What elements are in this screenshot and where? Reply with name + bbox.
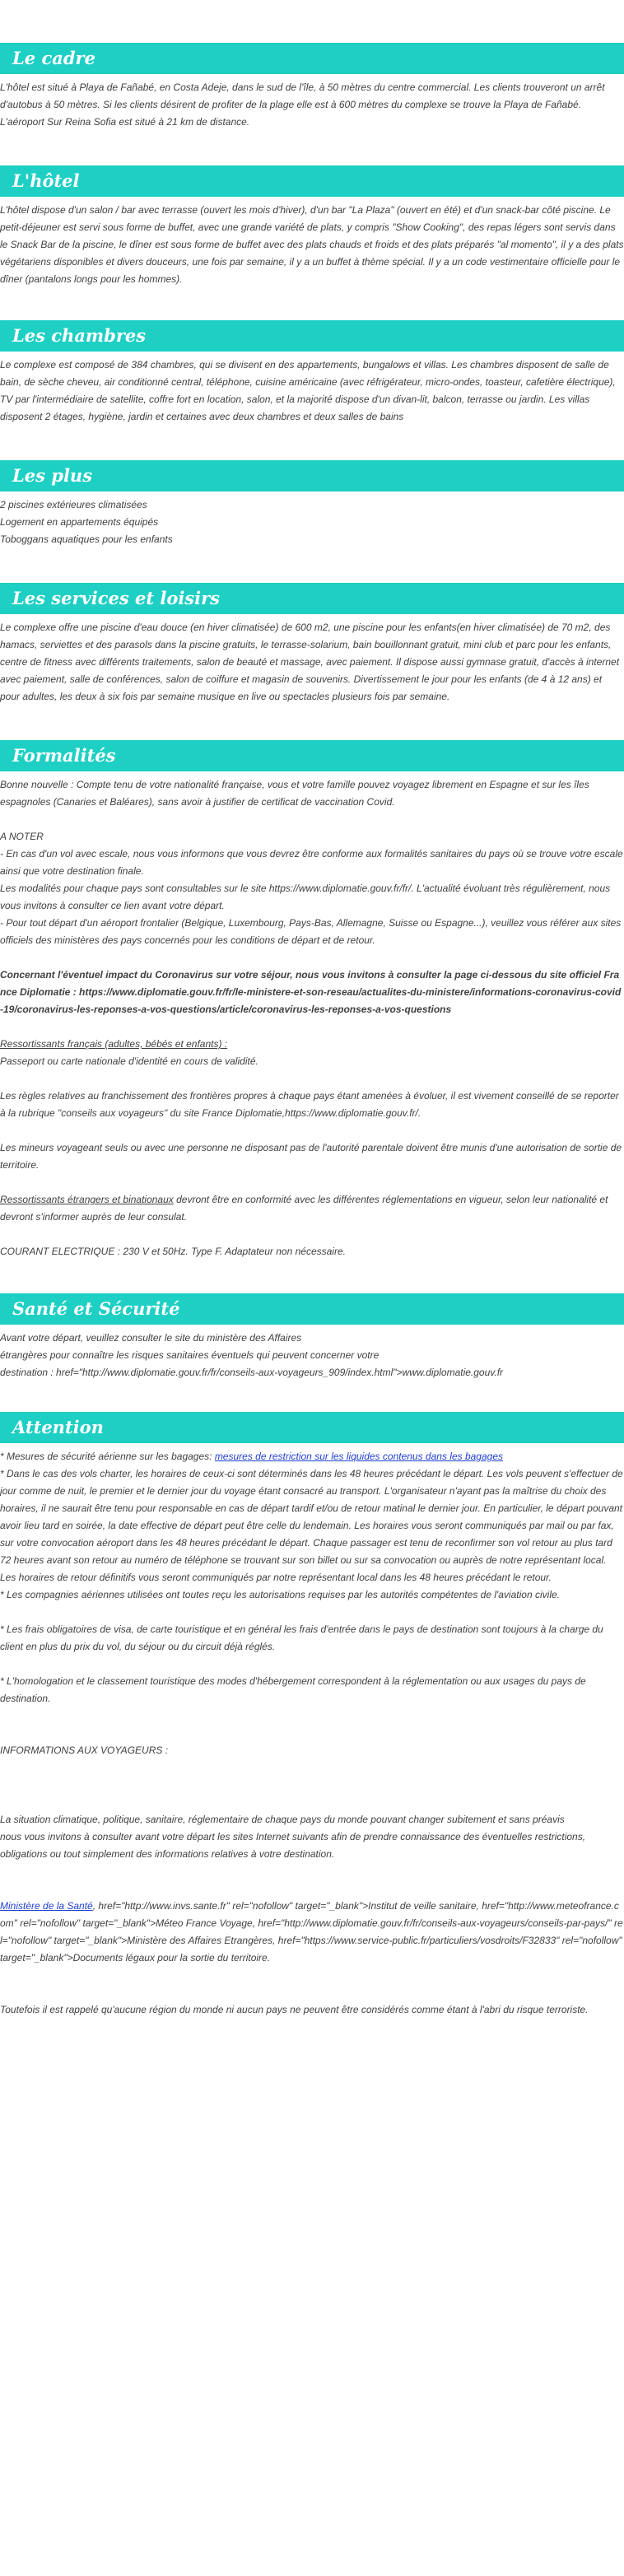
useful-links-text: , href="http://www.invs.sante.fr" rel="nofollow" target="_blank">Institut de veille sanitaire, href="http://www.meteofrance.com" rel="nofollow" target="_blank">Méteo France Voyage, href="http://www.diplomatie.gouv.fr/fr/conseils-aux-voyageurs/conseils-par-pays/" rel="nofollow" target="_blank">Ministère des Affaires Etrangères, href="https://www.service-public.fr/particuliers/vosdroits/F32833" rel="nofollow" target="_blank">Documents légaux pour la sortie du territoire.	[0, 1900, 623, 1963]
section-title-cadre: Le cadre	[0, 43, 624, 74]
section-cadre	[0, 43, 624, 131]
airline-authorization-notice: * Les compagnies aériennes utilisées ont toutes reçu les autorisations requises par les autorités compétentes de l'aviation civile.	[0, 1589, 560, 1600]
section-title-formalites: Formalités	[0, 740, 624, 771]
plus-list	[0, 491, 624, 548]
section-sante	[0, 1293, 624, 1381]
note-line: Les modalités pour chaque pays sont consultables sur le site https://www.diplomatie.gouv.fr/fr/. L'actualité évoluant très régulièrement, nous vous invitons à consulter ce lien avant votre départ.	[0, 883, 611, 911]
sante-text	[0, 1325, 624, 1381]
section-title-hotel: L'hôtel	[0, 165, 624, 197]
sante-line: étrangères pour connaître les risques sanitaires éventuels qui peuvent concerner votre	[0, 1349, 380, 1361]
section-services	[0, 583, 624, 706]
liquids-restriction-link[interactable]: mesures de restriction sur les liquides contenus dans les bagages	[214, 1451, 504, 1462]
formalites-text	[0, 771, 624, 1260]
services-text	[0, 614, 624, 706]
plus-item: 2 piscines extérieures climatisées	[0, 499, 147, 510]
section-title-sante: Santé et Sécurité	[0, 1293, 624, 1325]
section-plus	[0, 460, 624, 548]
chambres-text	[0, 352, 624, 426]
note-title: A NOTER	[0, 831, 44, 842]
cadre-text	[0, 74, 624, 131]
border-rules: Les règles relatives au franchissement des frontières propres à chaque pays étant amenées à évoluer, il est vivement conseillé de se reporter à la rubrique "conseils aux voyageurs" du site France Diplomatie,https://www.diplomatie.gouv.fr/.	[0, 1090, 619, 1119]
plus-item: Logement en appartements équipés	[0, 516, 159, 528]
terrorism-notice: Toutefois il est rappelé qu'aucune région du monde ni aucun pays ne peuvent être considérés comme étant à l'abri du risque terroriste.	[0, 2004, 589, 2015]
covid-notice: Concernant l'éventuel impact du Coronavirus sur votre séjour, nous vous invitons à consulter la page ci-dessous du site officiel France Diplomatie : https://www.diplomatie.gouv.fr/fr/le-ministere-et-son-reseau/actualites-du-ministere/informations-coronavirus-covid-19/coronavirus-les-reponses-a-vos-questions/article/coronavirus-les-reponses-a-vos-questions	[0, 969, 622, 1015]
climate-line: nous vous invitons à consulter avant votre départ les sites Internet suivants afin de prendre connaissance des éventuelles restrictions, obligations ou tout simplement des informations relatives à votre destination.	[0, 1831, 586, 1860]
flight-schedule-notice: * Dans le cas des vols charter, les horaires de ceux-ci sont déterminés dans les 48 heures précédant le départ. Les vols peuvent s'effectuer de jour comme de nuit, le premier et le dernier jour du voyage étant consacré au transport. L'organisateur n'ayant pas la maîtrise du choix des horaires, il ne saurait être tenu pour responsable en cas de départ tardif et/ou de retour matinal le dernier jour. En particulier, le départ pouvant avoir lieu tard en soirée, la date effective de départ peut être celle du lendemain. Les horaires vous seront communiqués par mail ou par fax, sur votre convocation aéroport dans les 48 heures précédant le départ. Chaque passager est tenu de reconfirmer son vol retour au plus tard 72 heures avant son retour au numéro de téléphone se trouvant sur son billet ou sur sa convocation ou auprès de notre représentant local. Les horaires de retour définitifs vous seront communiqués par notre représentant local dans les 48 heures précédant le retour.	[0, 1468, 623, 1583]
minors-notice: Les mineurs voyageant seuls ou avec une personne ne disposant pas de l'autorité parentale doivent être munis d'une autorisation de sortie de territoire.	[0, 1142, 622, 1171]
sante-line: destination : href="http://www.diplomatie.gouv.fr/fr/conseils-aux-voyageurs_909/index.html">www.diplomatie.gouv.fr	[0, 1367, 504, 1378]
electric-current: COURANT ELECTRIQUE : 230 V et 50Hz. Type F. Adaptateur non nécessaire.	[0, 1246, 346, 1257]
section-hotel	[0, 165, 624, 288]
sante-line: Avant votre départ, veuillez consulter le site du ministère des Affaires	[0, 1332, 302, 1344]
attention-text	[0, 1443, 624, 2019]
section-title-chambres: Les chambres	[0, 320, 624, 352]
plus-item: Toboggans aquatiques pour les enfants	[0, 533, 173, 545]
french-nationals-title: Ressortissants français (adultes, bébés et enfants) :	[0, 1038, 228, 1050]
mandatory-fees-notice: * Les frais obligatoires de visa, de carte touristique et en général les frais d'entrée dans le pays de destination sont toujours à la charge du client en plus du prix du vol, du séjour ou du circuit déjà réglés.	[0, 1623, 603, 1652]
section-attention	[0, 1412, 624, 2019]
section-title-attention: Attention	[0, 1412, 624, 1443]
security-measures	[0, 1448, 624, 1465]
hotel-paragraph: L'hôtel dispose d'un salon / bar avec terrasse (ouvert les mois d'hiver), d'un bar "La Plaza" (ouvert en été) et d'un snack-bar côté piscine. Le petit-déjeuner est servi sous forme de buffet, avec une grande variété de plats, y compris "Show Cooking", des repas légers sont servis dans le Snack Bar de la piscine, le dîner est sous forme de buffet avec des plats chauds et froids et des plats préparés "al momento", il y a des plats végétariens disponibles et divers douceurs, une fois par semaine, il y a un buffet à thème spécial. Il y a un code vestimentaire officielle pour le dîner (pantalons longs pour les hommes).	[0, 204, 624, 285]
foreign-nationals	[0, 1191, 624, 1226]
hotel-text	[0, 197, 624, 288]
traveler-info-title: INFORMATIONS AUX VOYAGEURS :	[0, 1745, 169, 1756]
note-line: - En cas d'un vol avec escale, nous vous informons que vous devrez être conforme aux formalités sanitaires du pays où se trouve votre escale ainsi que votre destination finale.	[0, 848, 623, 877]
section-chambres	[0, 320, 624, 426]
services-paragraph: Le complexe offre une piscine d'eau douce (en hiver climatisée) de 600 m2, une piscine pour les enfants(en hiver climatisée) de 70 m2, des hamacs, serviettes et des parasols dans la piscine gratuits, le terrasse-solarium, bain bouillonnant gratuit, mini club et parc pour les enfants, centre de fitness avec différents traitements, salon de beauté et massage, avec paiement. Il dispose aussi gymnase gratuit, d'accès à internet avec paiement, salle de conférences, salon de coiffure et magasin de souvenirs. Divertissement le jour pour les enfants (de 4 à 12 ans) et pour adultes, les deux à six fois par semaine musique en live ou spectacles plusieurs fois par semaine.	[0, 622, 620, 702]
foreign-nationals-text: devront être en conformité avec les différentes réglementations en vigueur, selon leur nationalité et devront s'informer auprès de leur consulat.	[0, 1194, 608, 1223]
climate-line: La situation climatique, politique, sanitaire, réglementaire de chaque pays du monde pouvant changer subitement et sans préavis	[0, 1814, 565, 1825]
health-ministry-link[interactable]: Ministère de la Santé	[0, 1900, 93, 1912]
security-prefix: * Mesures de sécurité aérienne sur les bagages:	[0, 1451, 215, 1462]
section-title-plus: Les plus	[0, 460, 624, 491]
foreign-nationals-title: Ressortissants étrangers et binationaux	[0, 1194, 174, 1205]
cadre-paragraph: L'hôtel est situé à Playa de Fañabé, en Costa Adeje, dans le sud de l'île, à 50 mètres du centre commercial. Les clients trouveront un arrêt d'autobus à 50 mètres. Si les clients désirent de profiter de la plage elle est à 600 mètres du complexe se trouve la Playa de Fañabé. L'aéroport Sur Reina Sofia est situé à 21 km de distance.	[0, 82, 605, 128]
formalites-intro: Bonne nouvelle : Compte tenu de votre nationalité française, vous et votre famille pouvez voyagez librement en Espagne et sur les îles espagnoles (Canaries et Baléares), sans avoir à justifier de certificat de vaccination Covid.	[0, 779, 589, 808]
chambres-paragraph: Le complexe est composé de 384 chambres, qui se divisent en des appartements, bungalows et villas. Les chambres disposent de salle de bain, de sèche cheveu, air conditionné central, téléphone, cuisine américaine (avec réfrigérateur, micro-ondes, toasteur, cafetière électrique), TV par l'intermédiaire de satellite, coffre fort en location, salon, et la majorité dispose d'un divan-lit, balcon, terrasse ou jardin. Les villas disposent 2 étages, hygiène, jardin et certaines avec deux chambres et deux salles de bains	[0, 359, 616, 422]
section-title-services: Les services et loisirs	[0, 583, 624, 614]
accommodation-rating-notice: * L'homologation et le classement touristique des modes d'hébergement correspondent à la réglementation ou aux usages du pays de destination.	[0, 1675, 586, 1704]
section-formalites	[0, 740, 624, 1260]
french-nationals-text: Passeport ou carte nationale d'identité en cours de validité.	[0, 1055, 258, 1067]
note-line: - Pour tout départ d'un aéroport frontalier (Belgique, Luxembourg, Pays-Bas, Allemagne, Suisse ou Espagne...), veuillez vous référer aux sites officiels des ministères des pays concernés pour les conditions de départ et de retour.	[0, 917, 622, 946]
useful-links	[0, 1898, 624, 1967]
